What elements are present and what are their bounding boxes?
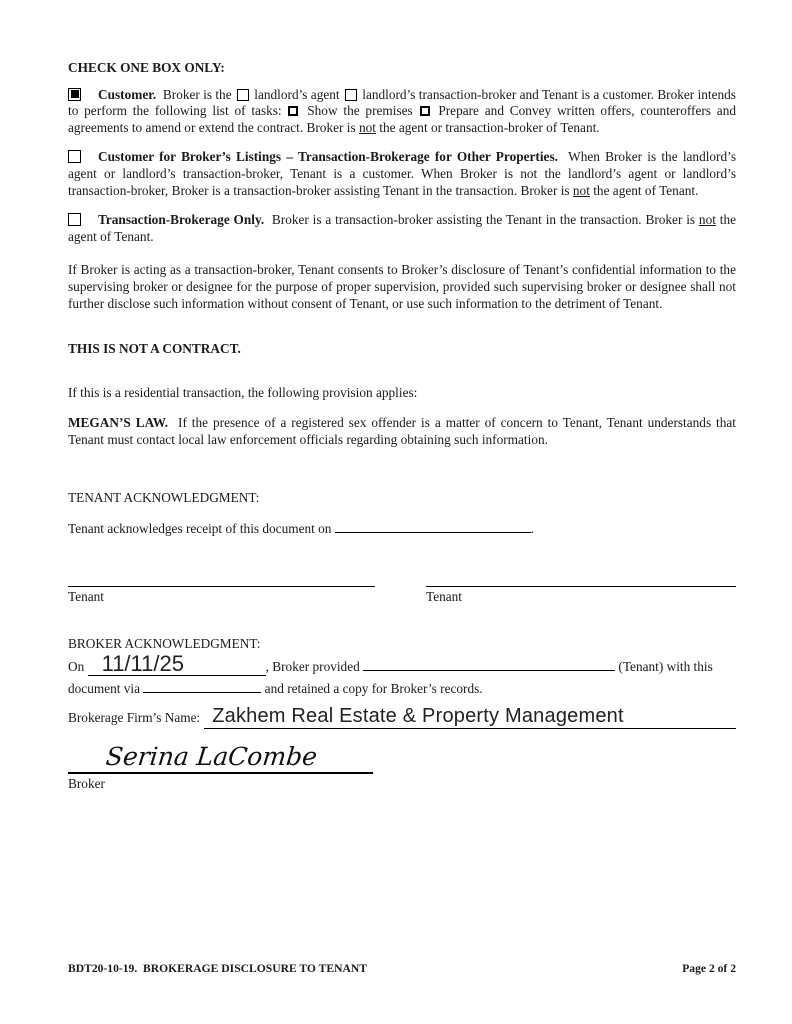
text-segment: Show the premises [301,103,419,119]
firm-name-field[interactable] [204,705,736,729]
text-segment: Customer for Broker’s Listings – Transaction-Brokerage for Other Properties. [98,149,558,165]
megans-law-paragraph [68,415,736,448]
text-segment: the agent of Tenant. [68,212,737,244]
landlords-agent-checkbox[interactable] [237,89,249,101]
landlords-transaction-broker-checkbox[interactable] [345,89,357,101]
tenant-name-field[interactable] [363,670,615,671]
text-segment: the agent or transaction-broker of Tenant. [375,119,600,135]
text-segment: Broker is a transaction-broker assisting the Tenant in the transaction. Broker is [264,212,699,228]
document-via-line [68,681,736,698]
text-segment: the agent of Tenant. [589,182,699,198]
tenant-label-left: Tenant [68,588,104,604]
receipt-date-field[interactable] [335,532,531,533]
document-via-label: document via [68,681,141,697]
text-segment: Broker is the [156,86,235,102]
tenant-acknowledgment-heading: TENANT ACKNOWLEDGMENT: [68,489,260,505]
not-a-contract-heading: THIS IS NOT A CONTRACT. [68,341,241,357]
broker-date-value: 11/11/25 [101,650,184,676]
show-premises-checkbox[interactable] [288,106,298,116]
text-segment: not [698,212,716,228]
text-segment: Prepare and Convey written offers, counteroffers and agreements to amend or extend the contract. Broker is [68,103,736,135]
receipt-prefix: Tenant acknowledges receipt of this document on [68,521,332,537]
text-segment: When Broker is the landlord’s agent or landlord’s transaction-broker, Tenant is a customer. When Broker is not the landlord’s agent or landlord’s transaction-broker, Broker is a transaction-broker assisting Tenant in the transaction. Broker is [68,149,737,198]
page-footer [68,961,736,978]
transaction-brokerage-only-checkbox[interactable] [68,213,81,226]
text-segment: MEGAN’S LAW. [68,415,169,431]
tenant-signature-row [68,585,736,606]
residential-provision-text: If this is a residential transaction, the following provision applies: [68,384,418,400]
tenant-signature-line-left[interactable] [68,585,375,587]
tenant-with-this-label: (Tenant) with this [618,658,713,674]
option-transaction-brokerage-only [68,212,736,245]
broker-signature-line[interactable] [68,772,373,774]
option-customer-brokers-listings [68,149,736,199]
text-segment: not [572,182,590,198]
text-segment: landlord’s transaction-broker and Tenant is a customer. Broker intends to perform the following list of tasks: [68,86,736,119]
tenant-signature-left [68,585,375,606]
receipt-line [68,521,736,538]
tenant-label-right: Tenant [426,588,462,604]
option-customer [68,87,736,137]
customer-option-checkbox[interactable] [68,88,81,101]
check-one-box-heading: CHECK ONE BOX ONLY: [68,60,225,75]
text-segment: not [358,119,376,135]
text-segment: If the presence of a registered sex offender is a matter of concern to Tenant, Tenant understands that Tenant must contact local law enforcement officials regarding obtaining such information. [68,415,736,447]
broker-signature-block [68,743,373,793]
broker-label: Broker [68,776,105,792]
prepare-convey-checkbox[interactable] [420,106,430,116]
on-label: On [68,658,85,674]
text-segment: Customer. [98,86,157,102]
firm-name-value: Zakhem Real Estate & Property Management [212,705,624,728]
footer-page-number: Page 2 of 2 [682,962,736,976]
confidential-disclosure-paragraph: If Broker is acting as a transaction-broker, Tenant consents to Broker’s disclosure of Tenant’s confidential information to the supervising broker or designee for the purpose of proper supervision, provided such supervising broker or designee shall not further disclose such information without consent of Tenant, or use such information to the detriment of Tenant. [68,262,736,311]
brokerage-firm-line [68,705,736,729]
customer-brokers-listings-checkbox[interactable] [68,150,81,163]
broker-provided-label: , Broker provided [265,658,360,674]
tenant-signature-line-right[interactable] [426,585,736,587]
tenant-signature-right [426,585,736,606]
broker-signature-value[interactable]: Serina LaCombe [104,742,319,772]
firm-name-label: Brokerage Firm’s Name: [68,710,201,726]
receipt-period: . [530,521,535,537]
footer-form-code: BDT20-10-19. BROKERAGE DISCLOSURE TO TENANT [68,962,367,976]
delivery-method-field[interactable] [143,692,261,693]
text-segment: landlord’s agent [250,86,343,102]
broker-acknowledgment-heading: BROKER ACKNOWLEDGMENT: [68,636,261,652]
retained-copy-label: and retained a copy for Broker’s records. [264,681,483,697]
broker-provided-line [68,650,736,677]
broker-date-field[interactable] [88,650,266,677]
text-segment: Transaction-Brokerage Only. [98,212,265,228]
